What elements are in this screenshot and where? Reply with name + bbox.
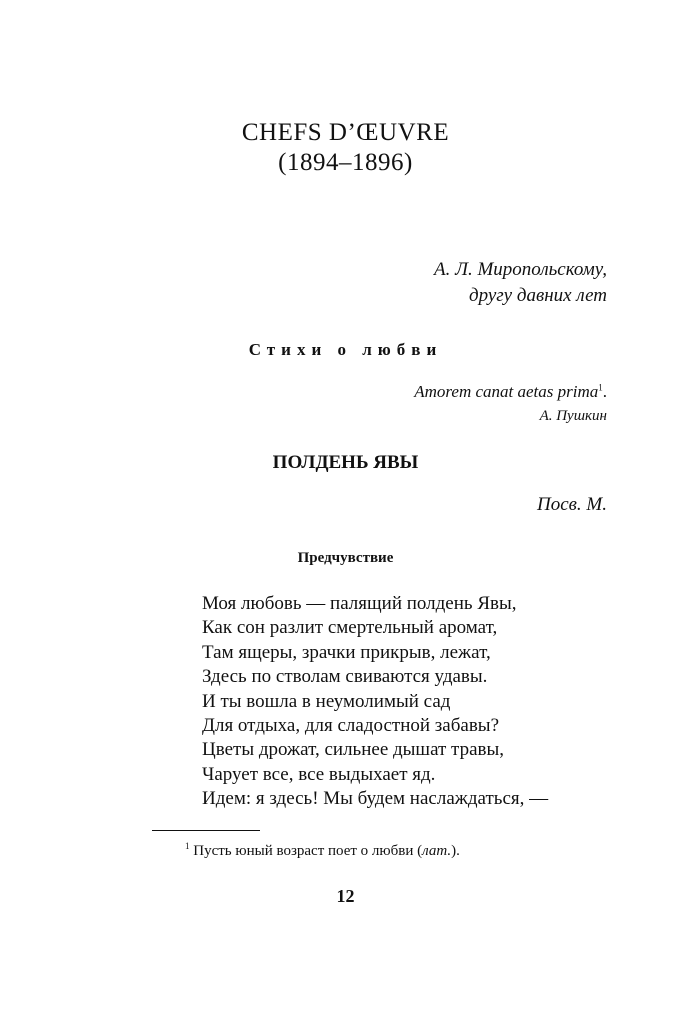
epigraph-author: А. Пушкин bbox=[539, 408, 607, 424]
footnote-text: Пусть юный возраст поет о любви ( bbox=[193, 843, 423, 859]
poem-line: Для отдыха, для сладостной забавы? bbox=[202, 715, 500, 737]
epigraph bbox=[414, 382, 607, 425]
page-number: 12 bbox=[336, 886, 355, 906]
footnote-close: ). bbox=[451, 843, 460, 859]
poem-line: Здесь по стволам свиваются удавы. bbox=[202, 666, 488, 688]
epigraph-quote: Amorem canat aetas prima bbox=[414, 382, 599, 401]
poem-line: Там ящеры, зрачки прикрыв, лежат, bbox=[202, 641, 491, 663]
poem-line: Как сон разлит смертельный аромат, bbox=[202, 617, 498, 639]
poem-line: И ты вошла в неумолимый сад bbox=[202, 690, 451, 712]
footnote-divider bbox=[152, 830, 260, 831]
cycle-title: Стихи о любви bbox=[248, 340, 443, 359]
footnote-mark: 1 bbox=[185, 841, 190, 851]
dedication-line-1: А. Л. Миропольскому, bbox=[434, 259, 607, 280]
dedication-line-2: другу давних лет bbox=[468, 285, 607, 306]
poem-line: Цветы дрожат, сильнее дышат травы, bbox=[202, 739, 505, 761]
footnote-reference: 1 bbox=[598, 382, 603, 393]
poem-line: Моя любовь — палящий полдень Явы, bbox=[202, 593, 517, 614]
footnote-language: лат. bbox=[422, 843, 452, 859]
epigraph-end-punct: . bbox=[602, 382, 607, 401]
poem-line: Чарует все, все выдыхает яд. bbox=[202, 763, 436, 785]
poem-dedication: Посв. М. bbox=[537, 494, 607, 515]
section-title bbox=[0, 118, 691, 178]
poem-subtitle: Предчувствие bbox=[297, 550, 394, 566]
poem-title: ПОЛДЕНЬ ЯВЫ bbox=[272, 452, 419, 473]
section-title-line-1: CHEFS D’ŒUVRE bbox=[241, 119, 450, 146]
poem-line: Идем: я здесь! Мы будем наслаждаться, — bbox=[202, 788, 549, 810]
epigraph-text bbox=[414, 382, 607, 402]
section-title-line-2: (1894–1896) bbox=[278, 149, 413, 176]
dedication bbox=[434, 257, 607, 309]
poem-body bbox=[202, 592, 548, 812]
footnote bbox=[185, 843, 460, 860]
